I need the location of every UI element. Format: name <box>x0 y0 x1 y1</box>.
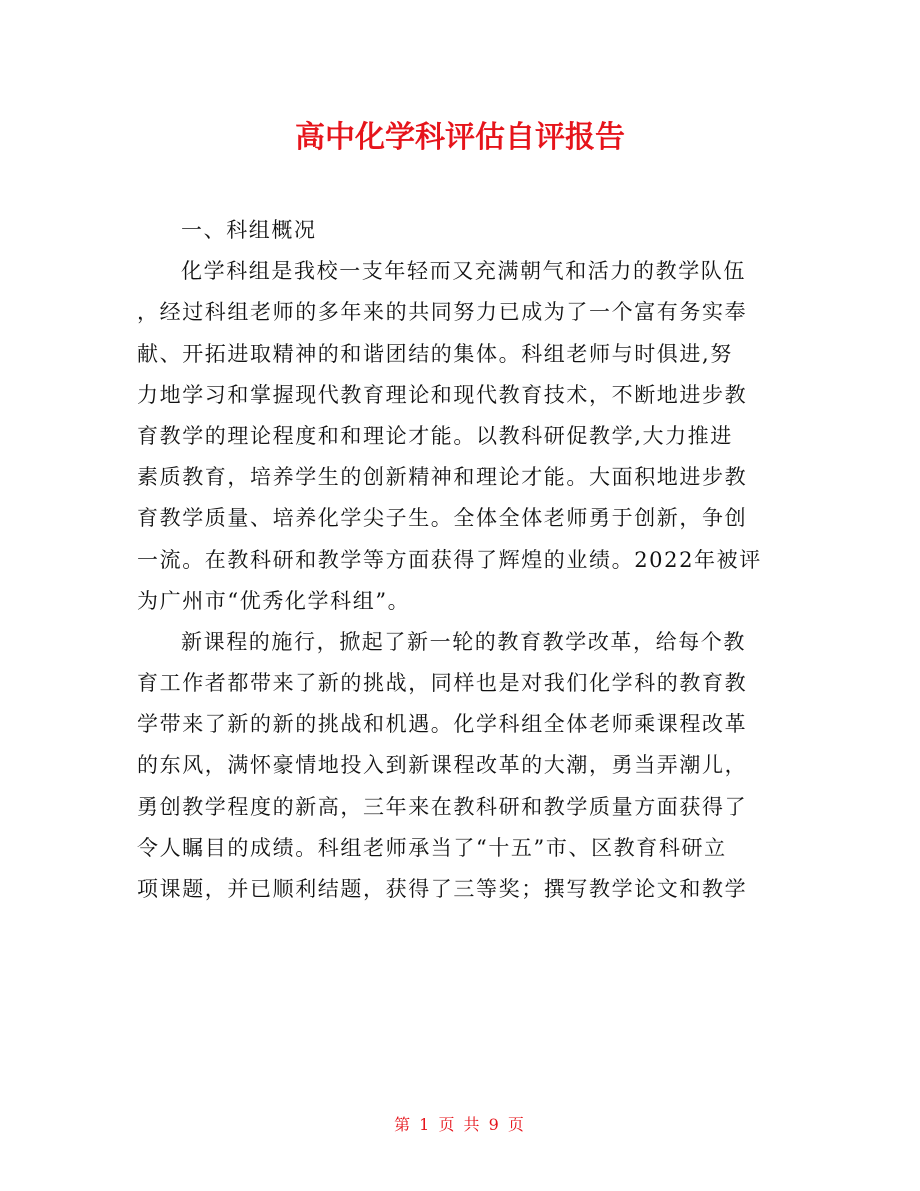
paragraph-line: 为广州市“优秀化学科组”。 <box>137 588 411 613</box>
section-heading: 一、科组概况 <box>181 218 317 242</box>
page-number-footer: 第 1 页 共 9 页 <box>394 1115 526 1134</box>
paragraph-line: 育教学质量、培养化学尖子生。全体全体老师勇于创新，争创 <box>137 506 748 531</box>
paragraph-line: 一流。在教科研和教学等方面获得了辉煌的业绩。2022年被评 <box>137 547 762 572</box>
paragraph-line: 项课题，并已顺利结题，获得了三等奖；撰写教学论文和教学 <box>137 877 748 901</box>
paragraph-line: 学带来了新的新的挑战和机遇。化学科组全体老师乘课程改革 <box>137 712 748 737</box>
paragraph-line: 勇创教学程度的新高，三年来在教科研和教学质量方面获得了 <box>137 794 748 819</box>
document-body <box>137 214 797 914</box>
paragraph-line: 化学科组是我校一支年轻而又充满朝气和活力的教学队伍 <box>181 259 746 284</box>
paragraph-2 <box>137 626 797 914</box>
paragraph-line: 育工作者都带来了新的挑战，同样也是对我们化学科的教育教 <box>137 671 748 696</box>
paragraph-line: 育教学的理论程度和和理论才能。以教科研促教学,大力推进 <box>137 423 733 448</box>
document-title: 高中化学科评估自评报告 <box>295 120 625 155</box>
paragraph-line: 素质教育，培养学生的创新精神和理论才能。大面积地进步教 <box>137 465 748 490</box>
paragraph-1 <box>137 255 797 626</box>
paragraph-line: 的东风，满怀豪情地投入到新课程改革的大潮，勇当弄潮儿， <box>137 753 748 778</box>
paragraph-line: 力地学习和掌握现代教育理论和现代教育技术，不断地进步教 <box>137 382 748 407</box>
paragraph-line: 令人瞩目的成绩。科组老师承当了“十五”市、区教育科研立 <box>137 835 727 860</box>
paragraph-line: 献、开拓进取精神的和谐团结的集体。科组老师与时俱进,努 <box>137 341 733 366</box>
paragraph-line: 新课程的施行，掀起了新一轮的教育教学改革，给每个教 <box>181 629 746 654</box>
paragraph-line: ，经过科组老师的多年来的共同努力已成为了一个富有务实奉 <box>137 300 748 325</box>
